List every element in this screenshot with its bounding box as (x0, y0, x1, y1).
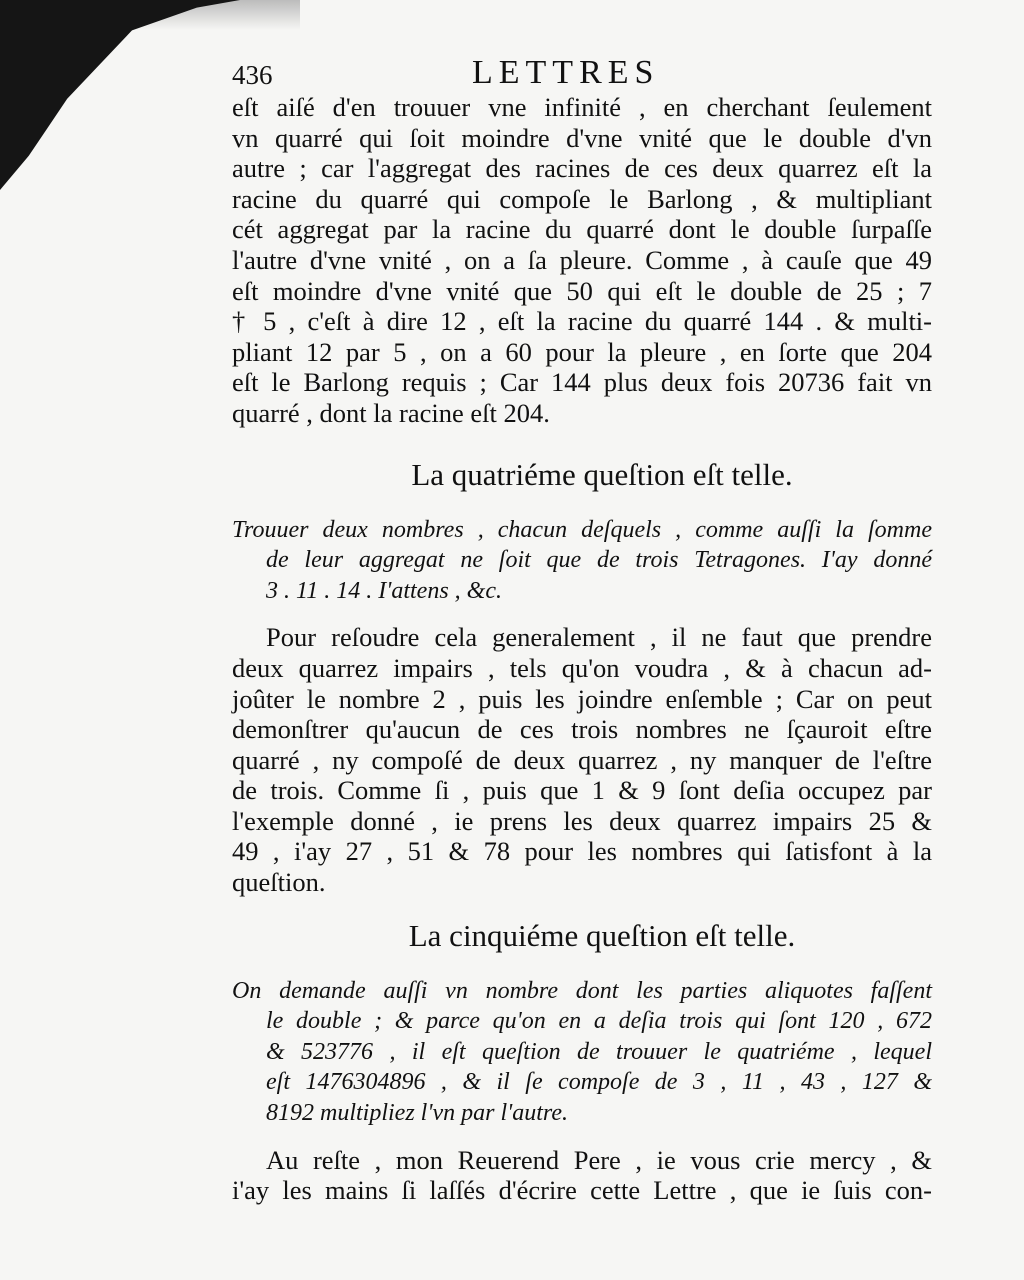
text-line: 8192 multipliez l'vn par l'autre. (266, 1100, 569, 1127)
text-line: racine du quarré qui compoſe le Barlong , & multipliant (232, 183, 932, 214)
text-line: 49 , i'ay 27 , 51 & 78 pour les nombres qui ſatisfont à la (232, 836, 932, 867)
page-header (232, 48, 932, 92)
text-line: Trouuer deux nombres , chacun deſquels , comme auſſi la ſomme (232, 516, 932, 543)
running-title: LETTRES (472, 54, 660, 91)
text-line: eſt 1476304896 , & il ſe compoſe de 3 , 11 , 43 , 127 & (266, 1069, 932, 1096)
text-line: 3 . 11 . 14 . I'attens , &c. (266, 577, 502, 604)
text-line: † 5 , c'eſt à dire 12 , eſt la racine du quarré 144 . & multi- (232, 306, 932, 337)
text-line: cét aggregat par la racine du quarré dont le double ſurpaſſe (232, 214, 932, 245)
closing-paragraph (232, 1145, 932, 1206)
text-line: l'autre d'vne vnité , on a ſa pleure. Comme , à cauſe que 49 (232, 244, 932, 275)
text-line: joûter le nombre 2 , puis les joindre enſemble ; Car on peut (232, 683, 932, 714)
text-line: vn quarré qui ſoit moindre d'vne vnité que le double d'vn (232, 122, 932, 153)
section-heading-4: La quatriéme queſtion eſt telle. (411, 456, 793, 492)
text-line: queſtion. (232, 867, 326, 898)
text-line: de trois. Comme ſi , puis que 1 & 9 ſont deſia occupez par (232, 775, 932, 806)
question-4 (232, 515, 932, 607)
text-line: eſt moindre d'vne vnité que 50 qui eſt le double de 25 ; 7 (232, 275, 932, 306)
text-line: eſt le Barlong requis ; Car 144 plus deux fois 20736 fait vn (232, 367, 932, 398)
question-5 (232, 976, 932, 1129)
page-number: 436 (232, 60, 273, 90)
text-line: i'ay les mains ſi laſſés d'écrire cette Lettre , que ie ſuis con- (232, 1175, 932, 1206)
text-line: l'exemple donné , ie prens les deux quarrez impairs 25 & (232, 805, 932, 836)
answer-4 (232, 622, 932, 897)
text-line: & 523776 , il eſt queſtion de trouuer le quatriéme , lequel (266, 1038, 932, 1065)
text-line: eſt aiſé d'en trouuer vne infinité , en cherchant ſeulement (232, 92, 932, 122)
intro-paragraph (232, 92, 932, 429)
text-line: de leur aggregat ne ſoit que de trois Tetragones. I'ay donné (266, 547, 932, 574)
section-heading-5: La cinquiéme queſtion eſt telle. (408, 917, 796, 953)
text-line: On demande auſſi vn nombre dont les parties aliquotes faſſent (232, 977, 932, 1004)
text-line: autre ; car l'aggregat des racines de ces deux quarrez eſt la (232, 153, 932, 184)
text-line: pliant 12 par 5 , on a 60 pour la pleure , en ſorte que 204 (232, 336, 932, 367)
text-line: le double ; & parce qu'on en a deſia trois qui ſont 120 , 672 (266, 1008, 932, 1035)
text-line: quarré , ny compoſé de deux quarrez , ny manquer de l'eſtre (232, 744, 932, 775)
text-line: Au reſte , mon Reuerend Pere , ie vous crie mercy , & (266, 1144, 932, 1175)
text-line: deux quarrez impairs , tels qu'on voudra , & à chacun ad- (232, 652, 932, 683)
text-line: demonſtrer qu'aucun de ces trois nombres ne ſçauroit eſtre (232, 714, 932, 745)
text-line: Pour reſoudre cela generalement , il ne faut que prendre (266, 622, 932, 653)
book-page (232, 48, 932, 1206)
text-line: quarré , dont la racine eſt 204. (232, 397, 550, 428)
